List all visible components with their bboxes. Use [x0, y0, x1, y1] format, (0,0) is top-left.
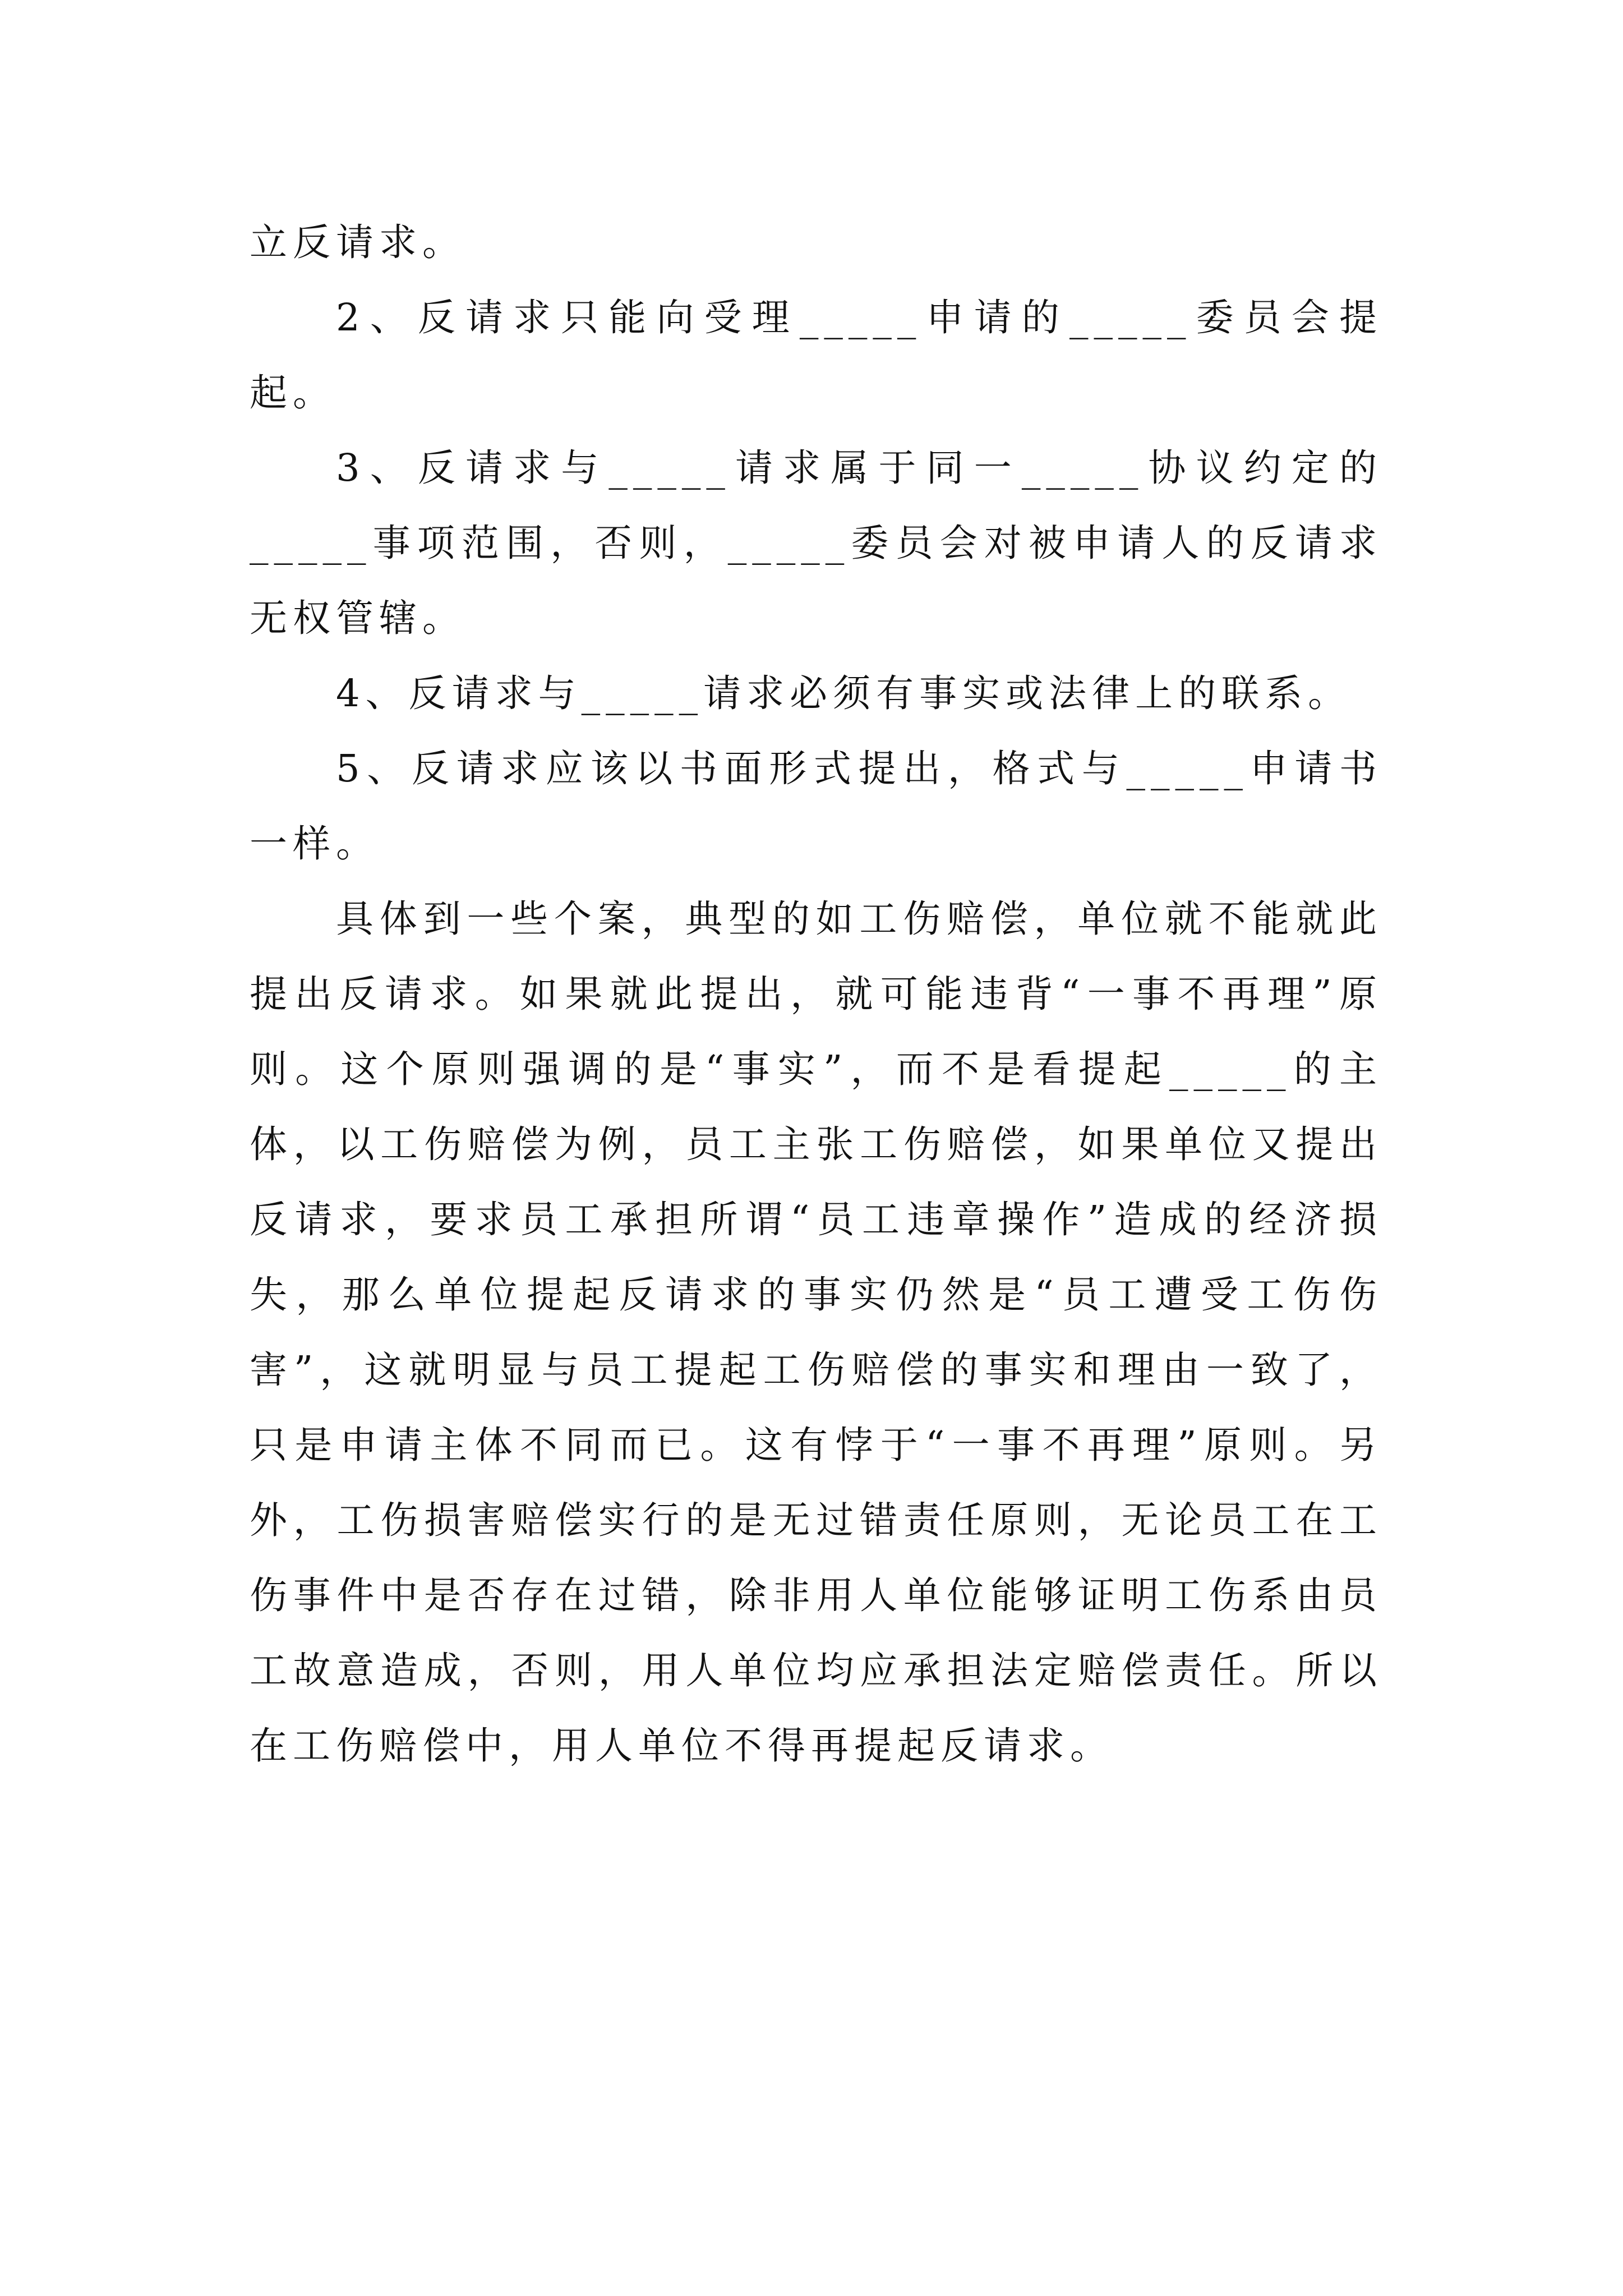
paragraph-item-2: 2、反请求只能向受理_____申请的_____委员会提起。: [250, 296, 1382, 415]
paragraph-item-3: 3、反请求与_____请求属于同一_____协议约定的_____事项范围，否则，_____委员会对被申请人的反请求无权管辖。: [250, 446, 1382, 640]
paragraph-item-5: 5、反请求应该以书面形式提出，格式与_____申请书一样。: [250, 747, 1382, 866]
paragraph-continuation: 立反请求。: [250, 220, 465, 264]
paragraph-case-discussion: 具体到一些个案，典型的如工伤赔偿，单位就不能就此提出反请求。如果就此提出，就可能违背“一事不再理”原则。这个原则强调的是“事实”，而不是看提起_____的主体，以工伤赔偿为例，员工主张工伤赔偿，如果单位又提出反请求，要求员工承担所谓“员工违章操作”造成的经济损失，那么单位提起反请求的事实仍然是“员工遭受工伤伤害”，这就明显与员工提起工伤赔偿的事实和理由一致了，只是申请主体不同而已。这有悖于“一事不再理”原则。另外，工伤损害赔偿实行的是无过错责任原则，无论员工在工伤事件中是否存在过错，除非用人单位能够证明工伤系由员工故意造成，否则，用人单位均应承担法定赔偿责任。所以在工伤赔偿中，用人单位不得再提起反请求。: [250, 897, 1382, 1768]
paragraph-item-4: 4、反请求与_____请求必须有事实或法律上的联系。: [336, 671, 1352, 715]
document-body: [250, 205, 1382, 1783]
